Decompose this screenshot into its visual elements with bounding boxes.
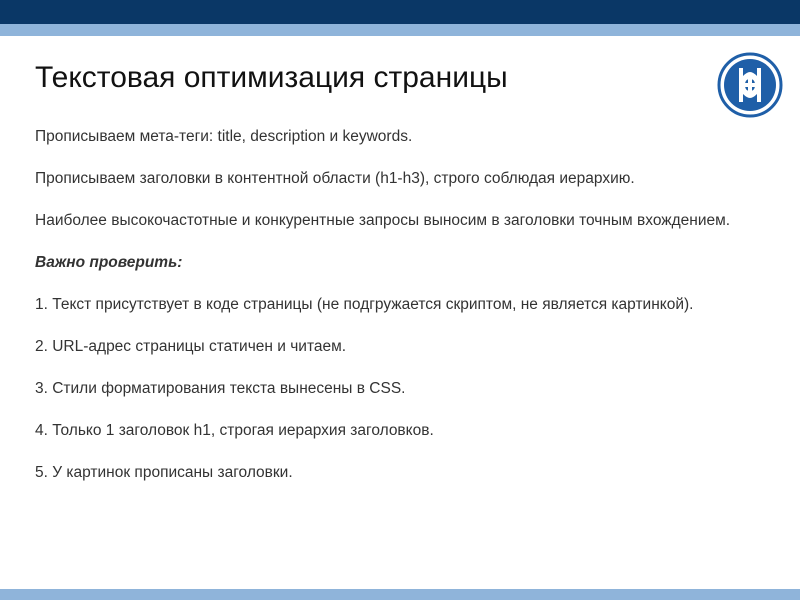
- checklist-item: 4. Только 1 заголовок h1, строгая иерархия заголовков.: [35, 422, 434, 439]
- paragraph: Прописываем заголовки в контентной области (h1-h3), строго соблюдая иерархию.: [35, 170, 635, 187]
- paragraph: Наиболее высокочастотные и конкурентные запросы выносим в заголовки точным вхождением.: [35, 212, 731, 229]
- header-stripe: [0, 24, 800, 36]
- checklist-item: 1. Текст присутствует в коде страницы (не подгружается скриптом, не является картинкой).: [35, 296, 694, 313]
- hse-logo-icon: [717, 52, 783, 118]
- header-bar: [0, 0, 800, 24]
- slide-body: [35, 126, 755, 504]
- checklist-item: 2. URL-адрес страницы статичен и читаем.: [35, 338, 347, 355]
- checklist-item: 3. Стили форматирования текста вынесены в CSS.: [35, 380, 406, 397]
- checklist-heading: Важно проверить:: [35, 254, 183, 271]
- paragraph: Прописываем мета-теги: title, description и keywords.: [35, 128, 413, 145]
- checklist-item: 5. У картинок прописаны заголовки.: [35, 464, 293, 481]
- slide-title: Текстовая оптимизация страницы: [35, 61, 508, 94]
- footer-stripe: [0, 589, 800, 600]
